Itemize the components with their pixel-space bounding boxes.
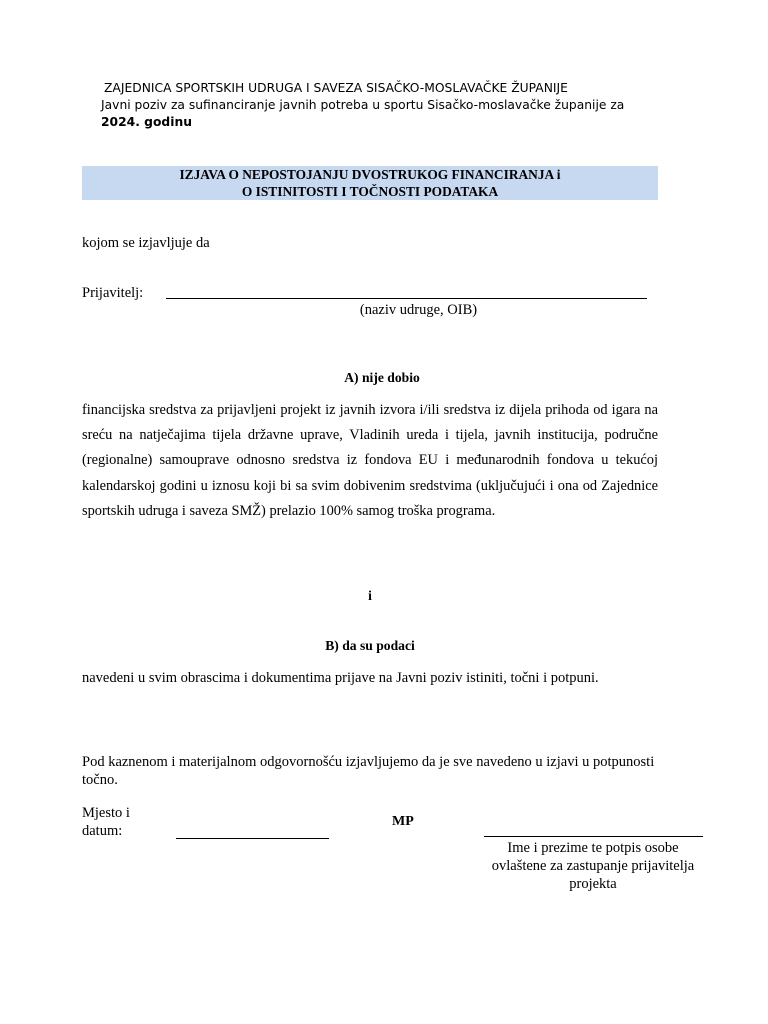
signer-caption: Ime i prezime te potpis osobe ovlaštene za zastupanje prijavitelja projekta (491, 840, 695, 892)
section-a-text: financijska sredstva za prijavljeni projekt iz javnih izvora i/ili sredstva iz dijela prihoda od igara na sreću na natječajima tijela državne uprave, Vladinih ureda i tijela, javnih institucija, područne (regionalne) samouprave odnosno sredstva iz fondova EU i međunarodnih fondova u tekućoj kalendarskoj godini u iznosu koji bi sa svim dobivenim sredstvima (uključujući i ona od Zajednice sportskih udruga i saveza SMŽ) prelazio 100% samog troška programa. (82, 402, 658, 519)
place-label: Mjesto i (82, 805, 130, 821)
applicant-hint: (naziv udruge, OIB) (359, 302, 478, 318)
applicant-field-line[interactable] (166, 298, 647, 299)
intro-text: kojom se izjavljuje da (82, 235, 210, 251)
header-call-title: Javni poziv za sufinanciranje javnih potreba u sportu Sisačko-moslavačke županije za (101, 98, 625, 112)
place-date-field-line[interactable] (176, 838, 329, 839)
section-a-title: A) nije dobio (344, 370, 420, 385)
section-b-title: B) da su podaci (325, 638, 415, 653)
document-title-line1: IZJAVA O NEPOSTOJANJU DVOSTRUKOG FINANCIRANJA i (179, 167, 561, 182)
section-b-text: navedeni u svim obrascima i dokumentima prijave na Javni poziv istiniti, točni i potpuni. (82, 670, 599, 686)
place-date-label (82, 804, 172, 840)
applicant-label: Prijavitelj: (82, 285, 144, 301)
document-title-line2: O ISTINITOSTI I TOČNOSTI PODATAKA (241, 184, 499, 199)
header-organization: ZAJEDNICA SPORTSKIH UDRUGA I SAVEZA SISAČKO-MOSLAVAČKE ŽUPANIJE (104, 81, 568, 95)
declaration-text: Pod kaznenom i materijalnom odgovornošću izjavljujemo da je sve navedeno u izjavi u potpunosti točno. (82, 754, 655, 788)
document-title-box (82, 166, 658, 200)
stamp-label: MP (392, 814, 414, 829)
header-call-year: 2024. godinu (101, 115, 192, 129)
date-label: datum: (82, 823, 123, 839)
signature-field-line[interactable] (484, 836, 703, 837)
conjunction: i (368, 588, 372, 603)
